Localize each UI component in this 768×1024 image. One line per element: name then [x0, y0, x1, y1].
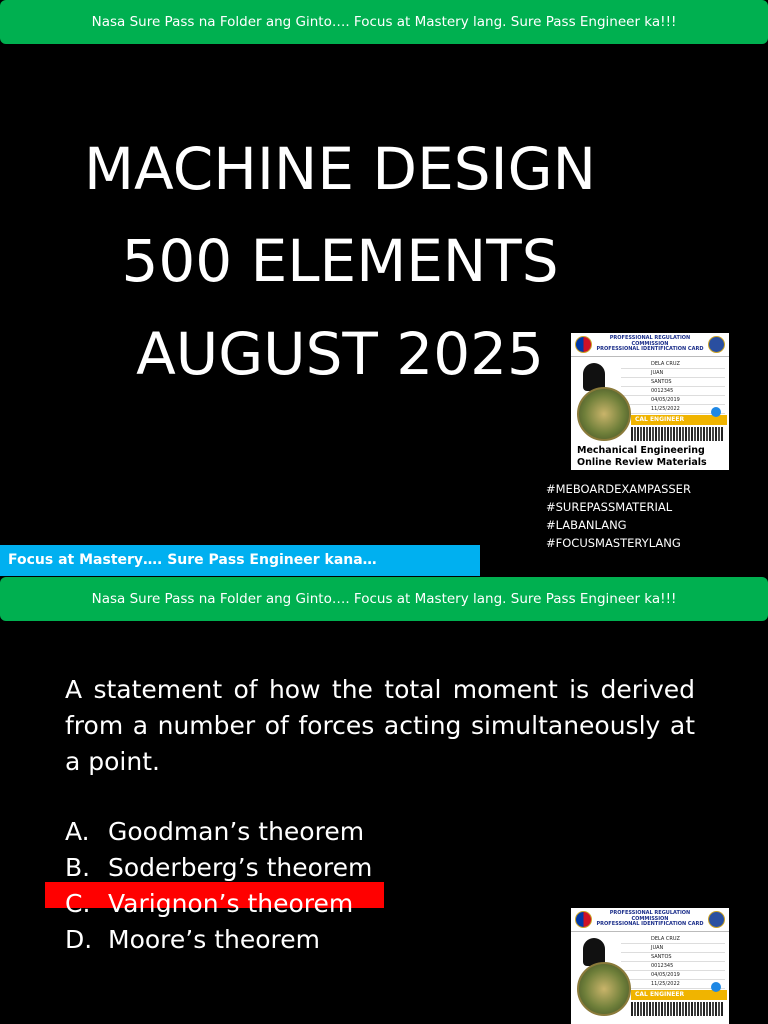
hashtag: #LABANLANG — [546, 518, 627, 532]
camera-icon — [711, 407, 721, 417]
card-body — [571, 932, 729, 1018]
prc-id-card-image-2 — [571, 908, 729, 1024]
option-c: C. Varignon’s theorem — [65, 889, 354, 918]
hashtag: #MEBOARDEXAMPASSER — [546, 482, 691, 496]
card-fields: DELA CRUZ JUAN SANTOS 0012345 04/05/2019 11/25/2022 — [621, 361, 725, 415]
card-fields: DELA CRUZ JUAN SANTOS 0012345 04/05/2019 11/25/2022 — [621, 936, 725, 990]
title-line-2: 500 ELEMENTS — [121, 227, 559, 295]
prc-id-card-image — [571, 333, 729, 470]
prc-seal-icon — [708, 336, 725, 353]
barcode-icon — [631, 427, 723, 441]
card-org: PROFESSIONAL REGULATION COMMISSION PROFESSIONAL IDENTIFICATION CARD — [596, 910, 704, 928]
top-banner-text: Nasa Sure Pass na Folder ang Ginto…. Focus at Mastery lang. Sure Pass Engineer ka!!! — [91, 14, 677, 30]
card-caption: Mechanical Engineering Online Review Materials — [577, 445, 707, 468]
card-header — [571, 908, 729, 932]
option-d: D. Moore’s theorem — [65, 925, 320, 954]
answer-options — [65, 814, 372, 958]
flag-seal-icon — [575, 911, 592, 928]
second-banner — [0, 577, 768, 621]
hashtag-list — [546, 480, 691, 552]
profession-strip: CAL ENGINEER — [631, 990, 727, 1000]
top-banner — [0, 0, 768, 44]
me-logo-icon — [577, 387, 631, 441]
barcode-icon — [631, 1002, 723, 1016]
hashtag: #SUREPASSMATERIAL — [546, 500, 673, 514]
flag-seal-icon — [575, 336, 592, 353]
option-b: B. Soderberg’s theorem — [65, 853, 373, 882]
card-org: PROFESSIONAL REGULATION COMMISSION PROFESSIONAL IDENTIFICATION CARD — [596, 335, 704, 353]
focus-bar: Focus at Mastery…. Sure Pass Engineer kana… — [0, 545, 480, 576]
option-a: A. Goodman’s theorem — [65, 817, 365, 846]
question-text: A statement of how the total moment is derived from a number of forces acting simultaneously at a point. — [65, 675, 695, 776]
me-logo-icon — [577, 962, 631, 1016]
title-line-3: AUGUST 2025 — [136, 320, 544, 388]
card-body — [571, 357, 729, 443]
camera-icon — [711, 982, 721, 992]
prc-seal-icon — [708, 911, 725, 928]
second-banner-text: Nasa Sure Pass na Folder ang Ginto…. Focus at Mastery lang. Sure Pass Engineer ka!!! — [91, 591, 677, 607]
profession-strip: CAL ENGINEER — [631, 415, 727, 425]
hashtag: #FOCUSMASTERYLANG — [546, 536, 681, 550]
title-line-1: MACHINE DESIGN — [84, 135, 596, 203]
card-header — [571, 333, 729, 357]
